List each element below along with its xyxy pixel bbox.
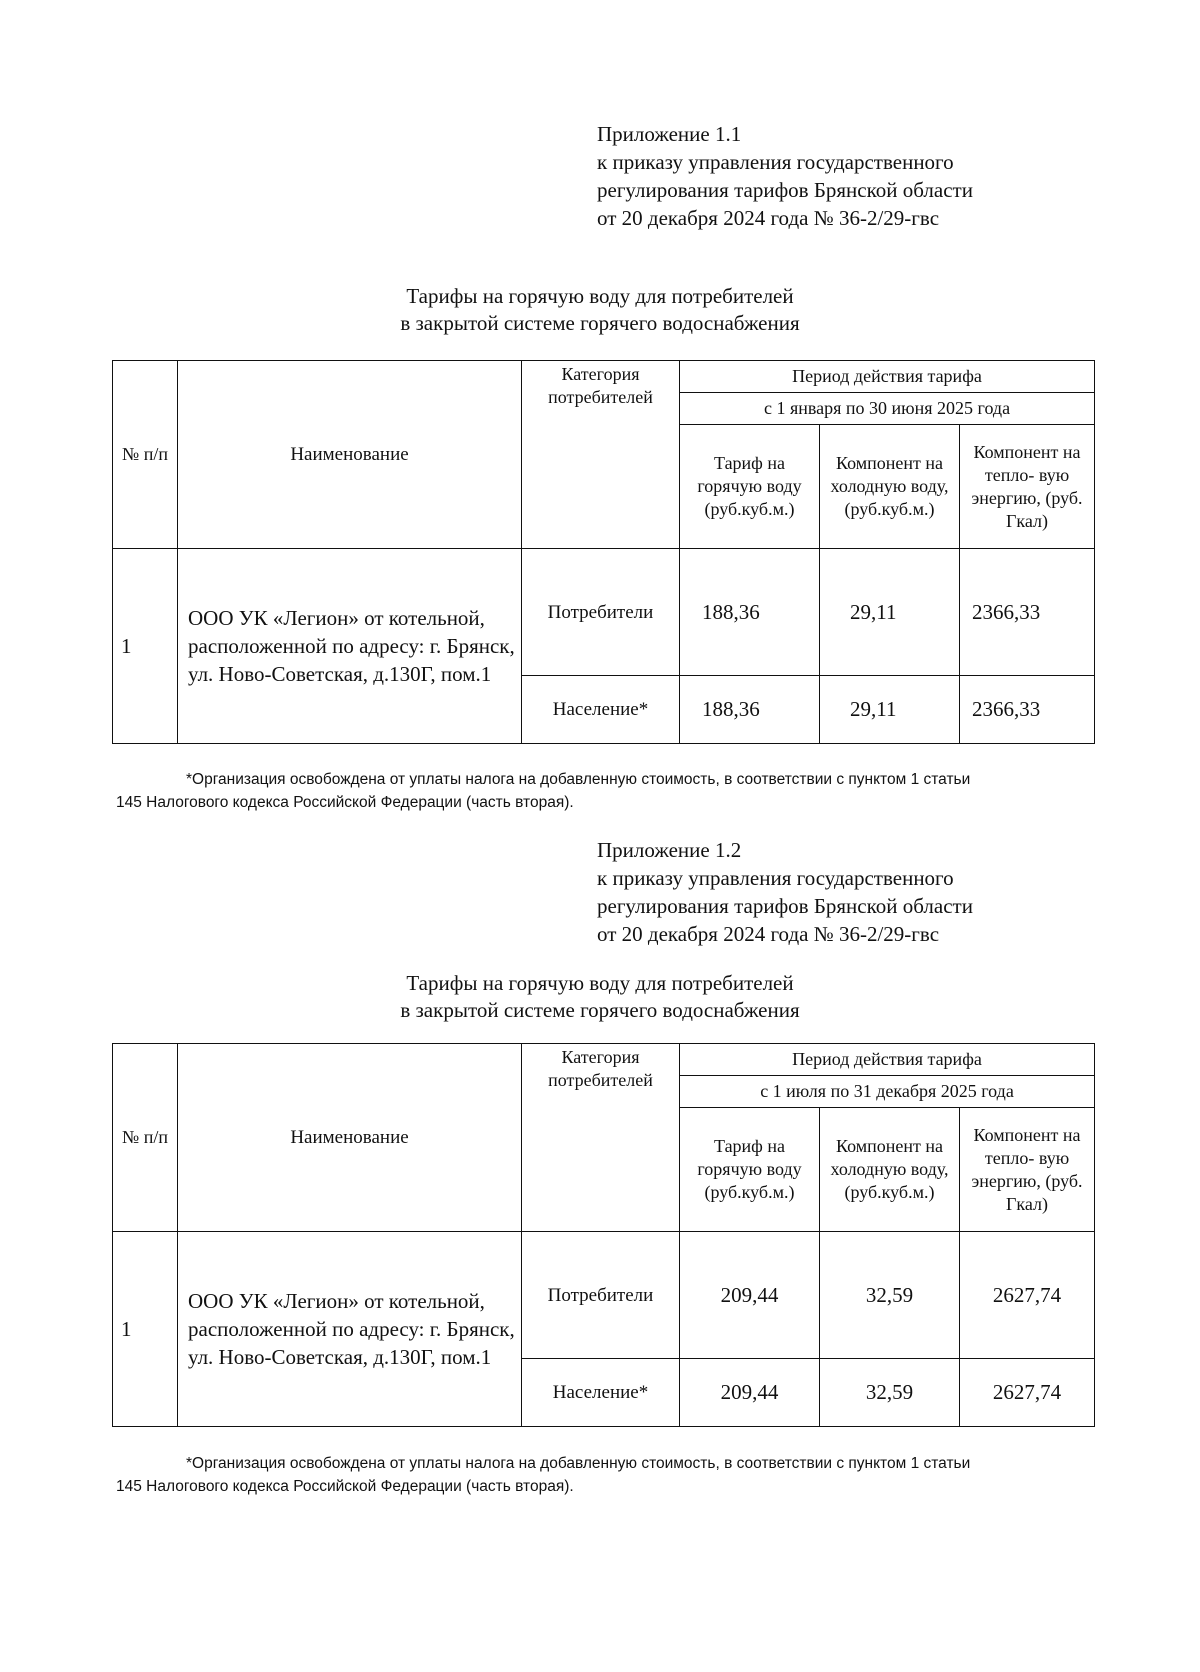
column-header-cold-water: Компонент на холодную воду, (руб.куб.м.) [820, 1108, 960, 1232]
appendix-order-date: от 20 декабря 2024 года № 36-2/29-гвс [597, 206, 940, 230]
row-number: 1 [113, 1232, 178, 1427]
table-title-line: в закрытой системе горячего водоснабжения [400, 998, 800, 1022]
appendix-order-line: к приказу управления государственного [597, 150, 954, 174]
table-title [0, 970, 1200, 1024]
table-row [113, 549, 1095, 676]
column-header-heat-energy: Компонент на тепло- вую энергию, (руб. Гкал) [960, 1108, 1095, 1232]
cold-water-value: 29,11 [820, 676, 960, 744]
category-cell: Население* [522, 676, 680, 744]
heat-energy-value: 2627,74 [960, 1359, 1095, 1427]
column-header-cold-water: Компонент на холодную воду, (руб.куб.м.) [820, 425, 960, 549]
footnote-line: *Организация освобождена от уплаты налога на добавленную стоимость, в соответствии с пунктом 1 статьи [186, 1455, 971, 1472]
column-header-number: № п/п [113, 361, 178, 549]
table-row [113, 1232, 1095, 1359]
organization-name: ООО УК «Легион» от котельной, расположенной по адресу: г. Брянск, ул. Ново-Советская, д.130Г, пом.1 [178, 549, 522, 744]
table-title [0, 283, 1200, 337]
tariff-table [112, 1043, 1095, 1427]
column-header-tariff: Тариф на горячую воду (руб.куб.м.) [680, 1108, 820, 1232]
appendix-order-line: регулирования тарифов Брянской области [597, 178, 973, 202]
period-dates: с 1 июля по 31 декабря 2025 года [680, 1076, 1095, 1108]
tariff-table [112, 360, 1095, 744]
column-header-category: Категория потребителей [522, 1044, 680, 1232]
appendix-header [597, 120, 1157, 232]
table-title-line: Тарифы на горячую воду для потребителей [406, 971, 794, 995]
appendix-header [597, 836, 1157, 948]
column-header-heat-energy: Компонент на тепло- вую энергию, (руб. Гкал) [960, 425, 1095, 549]
period-header: Период действия тарифа [680, 1044, 1095, 1076]
footnote [116, 1452, 1098, 1498]
category-cell: Потребители [522, 1232, 680, 1359]
cold-water-value: 29,11 [820, 549, 960, 676]
appendix-order-line: регулирования тарифов Брянской области [597, 894, 973, 918]
cold-water-value: 32,59 [820, 1359, 960, 1427]
column-header-name: Наименование [178, 1044, 522, 1232]
category-cell: Население* [522, 1359, 680, 1427]
table-title-line: Тарифы на горячую воду для потребителей [406, 284, 794, 308]
heat-energy-value: 2366,33 [960, 549, 1095, 676]
footnote-line: *Организация освобождена от уплаты налога на добавленную стоимость, в соответствии с пунктом 1 статьи [186, 771, 971, 788]
tariff-value: 209,44 [680, 1232, 820, 1359]
column-header-number: № п/п [113, 1044, 178, 1232]
period-dates: с 1 января по 30 июня 2025 года [680, 393, 1095, 425]
column-header-name: Наименование [178, 361, 522, 549]
heat-energy-value: 2366,33 [960, 676, 1095, 744]
heat-energy-value: 2627,74 [960, 1232, 1095, 1359]
column-header-tariff: Тариф на горячую воду (руб.куб.м.) [680, 425, 820, 549]
column-header-category: Категория потребителей [522, 361, 680, 549]
appendix-order-line: к приказу управления государственного [597, 866, 954, 890]
footnote [116, 768, 1098, 814]
appendix-number: Приложение 1.1 [597, 122, 742, 146]
category-cell: Потребители [522, 549, 680, 676]
cold-water-value: 32,59 [820, 1232, 960, 1359]
organization-name: ООО УК «Легион» от котельной, расположенной по адресу: г. Брянск, ул. Ново-Советская, д.130Г, пом.1 [178, 1232, 522, 1427]
tariff-value: 188,36 [680, 549, 820, 676]
appendix-number: Приложение 1.2 [597, 838, 742, 862]
tariff-value: 188,36 [680, 676, 820, 744]
footnote-line: 145 Налогового кодекса Российской Федерации (часть вторая). [116, 1478, 574, 1495]
table-title-line: в закрытой системе горячего водоснабжения [400, 311, 800, 335]
appendix-order-date: от 20 декабря 2024 года № 36-2/29-гвс [597, 922, 940, 946]
period-header: Период действия тарифа [680, 361, 1095, 393]
tariff-value: 209,44 [680, 1359, 820, 1427]
footnote-line: 145 Налогового кодекса Российской Федерации (часть вторая). [116, 794, 574, 811]
row-number: 1 [113, 549, 178, 744]
